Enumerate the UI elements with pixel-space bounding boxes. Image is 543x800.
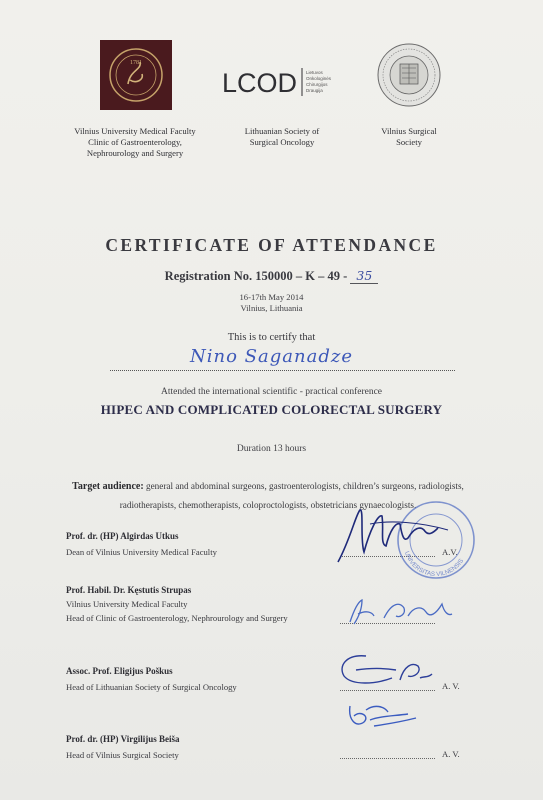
signatory-role: Head of Lithuanian Society of Surgical Oncology — [66, 682, 237, 692]
conference-title: HIPEC AND COMPLICATED COLORECTAL SURGERY — [100, 402, 443, 417]
event-dates: 16-17th May 2014 — [239, 292, 304, 302]
signatory-block-3 — [66, 666, 237, 694]
signature-utkus — [330, 500, 480, 570]
duration-text: Duration 13 hours — [236, 444, 307, 454]
vilnius-surgical-society-seal — [376, 42, 442, 108]
signatory-role: Dean of Vilnius University Medical Faculty — [66, 547, 217, 557]
signature-beisa — [344, 696, 434, 736]
signatory-role: Vilnius University Medical Faculty — [66, 599, 188, 609]
org-caption-vilnius-university: Vilnius University Medical Faculty Clinic of Gastroenterology, Nephrourology and Surgery — [74, 126, 196, 158]
signatory-block-4 — [66, 734, 180, 762]
org-caption-lcod: Lithuanian Society of Surgical Oncology — [244, 126, 320, 147]
signatory-name: Assoc. Prof. Eligijus Poškus — [66, 666, 173, 676]
svg-text:Lietuvos: Lietuvos — [306, 70, 323, 75]
event-date-location — [0, 292, 543, 314]
attended-text: Attended the international scientific - practical conference — [160, 387, 383, 397]
av-mark: A. V. — [442, 749, 460, 759]
target-audience-text: general and abdominal surgeons, gastroenterologists, children’s surgeons, radiologists, radiotherapists, chemotherapists, coloproctologists, obstetricians gynaecologists. — [119, 481, 464, 510]
svg-text:Draugija: Draugija — [306, 88, 323, 93]
signatory-role: Head of Clinic of Gastroenterology, Nephrourology and Surgery — [66, 613, 288, 623]
certificate-title: CERTIFICATE OF ATTENDANCE — [105, 235, 438, 255]
signatory-block-1 — [66, 531, 217, 559]
signatory-name: Prof. Habil. Dr. Kęstutis Strupas — [66, 585, 192, 595]
event-location: Vilnius, Lithuania — [240, 303, 303, 313]
av-mark: A.V. — [442, 547, 458, 557]
registration-number — [0, 268, 543, 284]
registration-handwritten-number: 35 — [350, 268, 378, 284]
certify-text: This is to certify that — [227, 332, 316, 343]
signatory-name: Prof. dr. (HP) Virgilijus Beiša — [66, 734, 180, 744]
svg-text:Chirurgijos: Chirurgijos — [306, 82, 328, 87]
vilnius-university-logo — [100, 40, 172, 110]
name-dotted-line — [110, 370, 455, 371]
org-caption-surgical-society: Vilnius Surgical Society — [381, 126, 437, 147]
svg-text:1781: 1781 — [130, 60, 142, 66]
signature-poskus — [336, 648, 446, 692]
signatory-block-2 — [66, 585, 288, 625]
participant-name: Nino Saganadze — [190, 346, 353, 367]
svg-text:UNIVERSITAS VILNENSIS: UNIVERSITAS VILNENSIS — [403, 550, 466, 579]
registration-label: Registration No. 150000 – K – 49 - — [164, 269, 348, 283]
target-audience-label: Target audience: — [72, 481, 144, 492]
svg-text:Onkologinės: Onkologinės — [306, 76, 332, 81]
signatory-role: Head of Vilnius Surgical Society — [66, 750, 179, 760]
av-mark: A. V. — [442, 681, 460, 691]
signature-strupas — [344, 592, 464, 632]
svg-text:LCOD: LCOD — [222, 68, 298, 98]
signature-line — [340, 758, 435, 759]
lcod-logo — [220, 62, 340, 102]
signatory-name: Prof. dr. (HP) Algirdas Utkus — [66, 531, 179, 541]
